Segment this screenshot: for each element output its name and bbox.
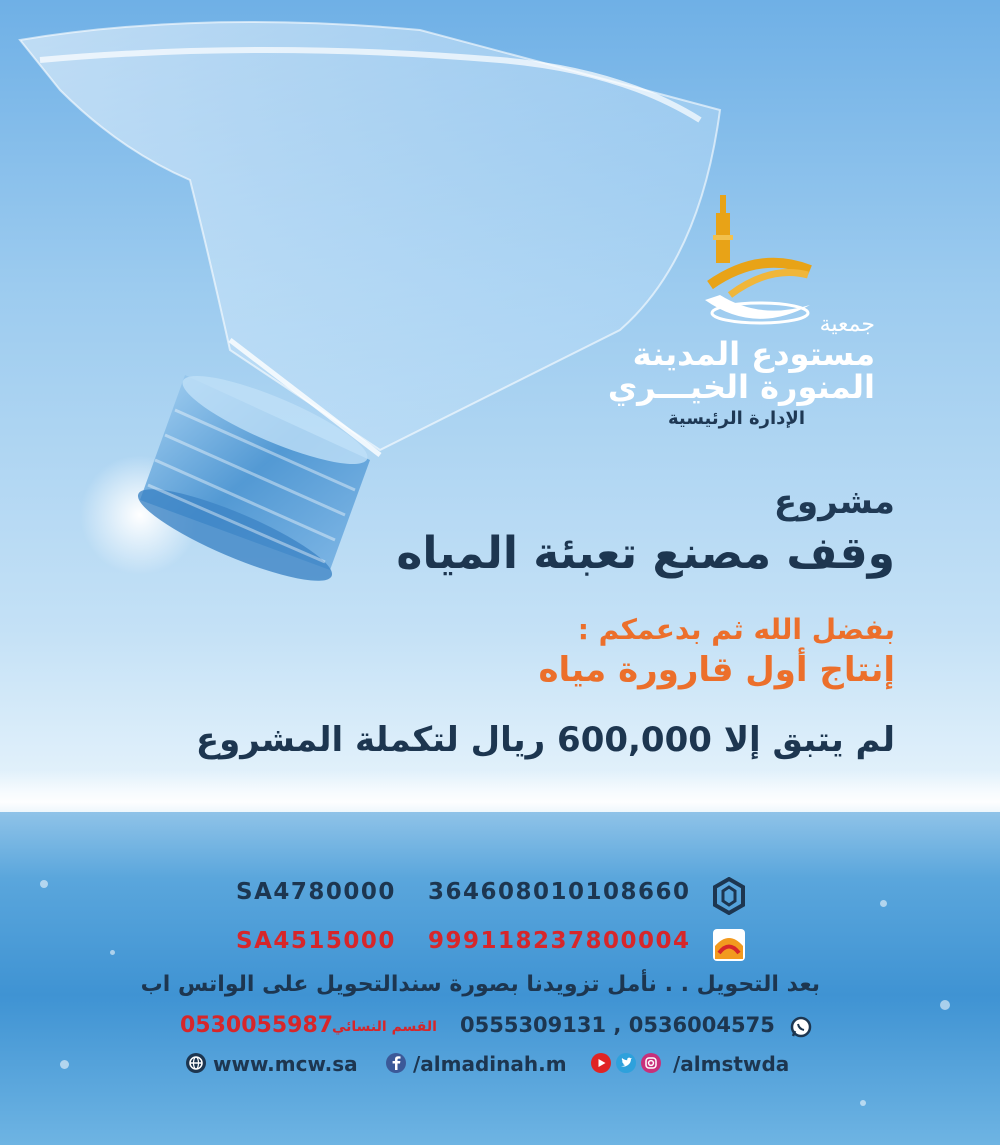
albilad-bank-icon bbox=[710, 926, 748, 964]
account-number: 999118237800004 bbox=[428, 928, 691, 954]
globe-icon bbox=[185, 1052, 207, 1074]
website-link[interactable]: www.mcw.sa bbox=[213, 1052, 358, 1076]
women-section-phone: 0530055987 bbox=[180, 1013, 334, 1038]
main-phones: 0555309131 , 0536004575 bbox=[460, 1013, 775, 1037]
instagram-icon[interactable] bbox=[640, 1052, 662, 1074]
thanks-line: بفضل الله ثم بدعمكم : bbox=[577, 613, 895, 646]
remaining-amount: لم يتبق إلا 600,000 ريال لتكملة المشروع bbox=[195, 720, 895, 760]
water-drop bbox=[860, 1100, 866, 1106]
water-drop bbox=[110, 950, 115, 955]
iban-prefix: SA4780000 bbox=[236, 879, 396, 905]
project-label: مشروع bbox=[773, 482, 895, 522]
phone-numbers bbox=[180, 1013, 820, 1045]
after-transfer-note: بعد التحويل . . نأمل تزويدنا بصورة سندالتحويل على الواتس اب bbox=[140, 972, 820, 997]
bank-account-row bbox=[236, 926, 756, 966]
whatsapp-icon bbox=[790, 1016, 812, 1038]
logo-line-2: مستودع المدينة bbox=[632, 335, 875, 373]
logo-line-3: المنورة الخيـــري bbox=[607, 368, 875, 406]
facebook-handle[interactable]: /almadinah.m bbox=[413, 1052, 567, 1076]
horizon-clouds bbox=[0, 770, 1000, 816]
social-links bbox=[185, 1050, 825, 1078]
bank-account-row bbox=[236, 877, 756, 917]
account-number: 364608010108660 bbox=[428, 879, 691, 905]
water-drop bbox=[60, 1060, 69, 1069]
twitter-icon[interactable] bbox=[615, 1052, 637, 1074]
youtube-icon[interactable] bbox=[590, 1052, 612, 1074]
water-drop bbox=[880, 900, 887, 907]
water-drop bbox=[940, 1000, 950, 1010]
iban-prefix: SA4515000 bbox=[236, 928, 396, 954]
project-title: وقف مصنع تعبئة المياه bbox=[396, 528, 895, 579]
social-handle[interactable]: /almstwda bbox=[673, 1052, 790, 1076]
facebook-icon[interactable] bbox=[385, 1052, 407, 1074]
logo-line-1: جمعية bbox=[819, 312, 875, 337]
alrajhi-bank-icon bbox=[710, 877, 748, 915]
water-drop bbox=[40, 880, 48, 888]
first-bottle-line: إنتاج أول قارورة مياه bbox=[538, 650, 895, 690]
logo-line-4: الإدارة الرئيسية bbox=[667, 408, 805, 429]
women-section-label: القسم النسائي bbox=[332, 1019, 437, 1035]
